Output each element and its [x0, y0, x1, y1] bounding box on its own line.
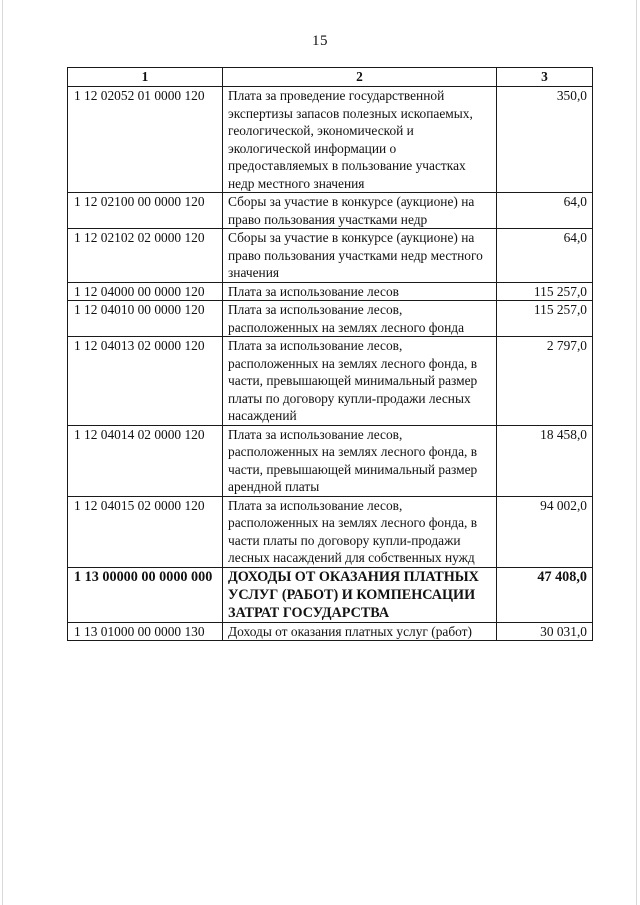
revenue-name: Плата за использование лесов, расположенных на землях лесного фонда — [223, 301, 497, 337]
budget-classification-code: 1 12 04013 02 0000 120 — [68, 337, 223, 426]
revenue-amount: 350,0 — [496, 87, 592, 193]
revenue-amount: 47 408,0 — [496, 567, 592, 622]
column-header-code: 1 — [68, 68, 223, 87]
revenue-amount: 2 797,0 — [496, 337, 592, 426]
table-row — [68, 496, 593, 567]
revenue-name: Плата за проведение государственной экспертизы запасов полезных ископаемых, геологической, экономической и экологической информации о предоставляемых в пользование участках недр местного значения — [223, 87, 497, 193]
table-row — [68, 282, 593, 301]
revenue-amount: 94 002,0 — [496, 496, 592, 567]
revenue-amount: 18 458,0 — [496, 425, 592, 496]
table-row — [68, 87, 593, 193]
budget-classification-code: 1 12 02102 02 0000 120 — [68, 229, 223, 283]
page-number: 15 — [312, 33, 328, 49]
table-row — [68, 193, 593, 229]
budget-classification-code: 1 12 04010 00 0000 120 — [68, 301, 223, 337]
table-header-row — [68, 68, 593, 87]
revenue-name: Плата за использование лесов, расположенных на землях лесного фонда, в части, превышающей минимальный размер арендной платы — [223, 425, 497, 496]
revenue-amount: 64,0 — [496, 229, 592, 283]
revenue-name: ДОХОДЫ ОТ ОКАЗАНИЯ ПЛАТНЫХ УСЛУГ (РАБОТ) И КОМПЕНСАЦИИ ЗАТРАТ ГОСУДАРСТВА — [223, 567, 497, 622]
budget-classification-code: 1 13 00000 00 0000 000 — [68, 567, 223, 622]
revenue-name: Сборы за участие в конкурсе (аукционе) на право пользования участками недр — [223, 193, 497, 229]
revenue-name: Сборы за участие в конкурсе (аукционе) на право пользования участками недр местного значения — [223, 229, 497, 283]
budget-classification-code: 1 12 04000 00 0000 120 — [68, 282, 223, 301]
scan-edge-left — [2, 0, 3, 905]
table-row — [68, 337, 593, 426]
column-header-amount: 3 — [496, 68, 592, 87]
table-row — [68, 229, 593, 283]
table-row — [68, 425, 593, 496]
table-row — [68, 301, 593, 337]
scan-edge-right — [636, 0, 637, 905]
column-header-name: 2 — [223, 68, 497, 87]
budget-classification-code: 1 12 02100 00 0000 120 — [68, 193, 223, 229]
revenue-amount: 64,0 — [496, 193, 592, 229]
budget-classification-code: 1 12 02052 01 0000 120 — [68, 87, 223, 193]
table-row — [68, 622, 593, 641]
table-row — [68, 567, 593, 622]
table-body — [68, 87, 593, 641]
revenue-amount: 115 257,0 — [496, 301, 592, 337]
budget-revenue-table — [67, 67, 593, 641]
revenue-name: Плата за использование лесов — [223, 282, 497, 301]
revenue-amount: 30 031,0 — [496, 622, 592, 641]
revenue-name: Плата за использование лесов, расположенных на землях лесного фонда, в части платы по договору купли-продажи лесных насаждений для собственных нужд — [223, 496, 497, 567]
budget-classification-code: 1 12 04015 02 0000 120 — [68, 496, 223, 567]
budget-classification-code: 1 13 01000 00 0000 130 — [68, 622, 223, 641]
revenue-name: Доходы от оказания платных услуг (работ) — [223, 622, 497, 641]
revenue-name: Плата за использование лесов, расположенных на землях лесного фонда, в части, превышающей минимальный размер платы по договору купли-продажи лесных насаждений — [223, 337, 497, 426]
budget-classification-code: 1 12 04014 02 0000 120 — [68, 425, 223, 496]
revenue-amount: 115 257,0 — [496, 282, 592, 301]
